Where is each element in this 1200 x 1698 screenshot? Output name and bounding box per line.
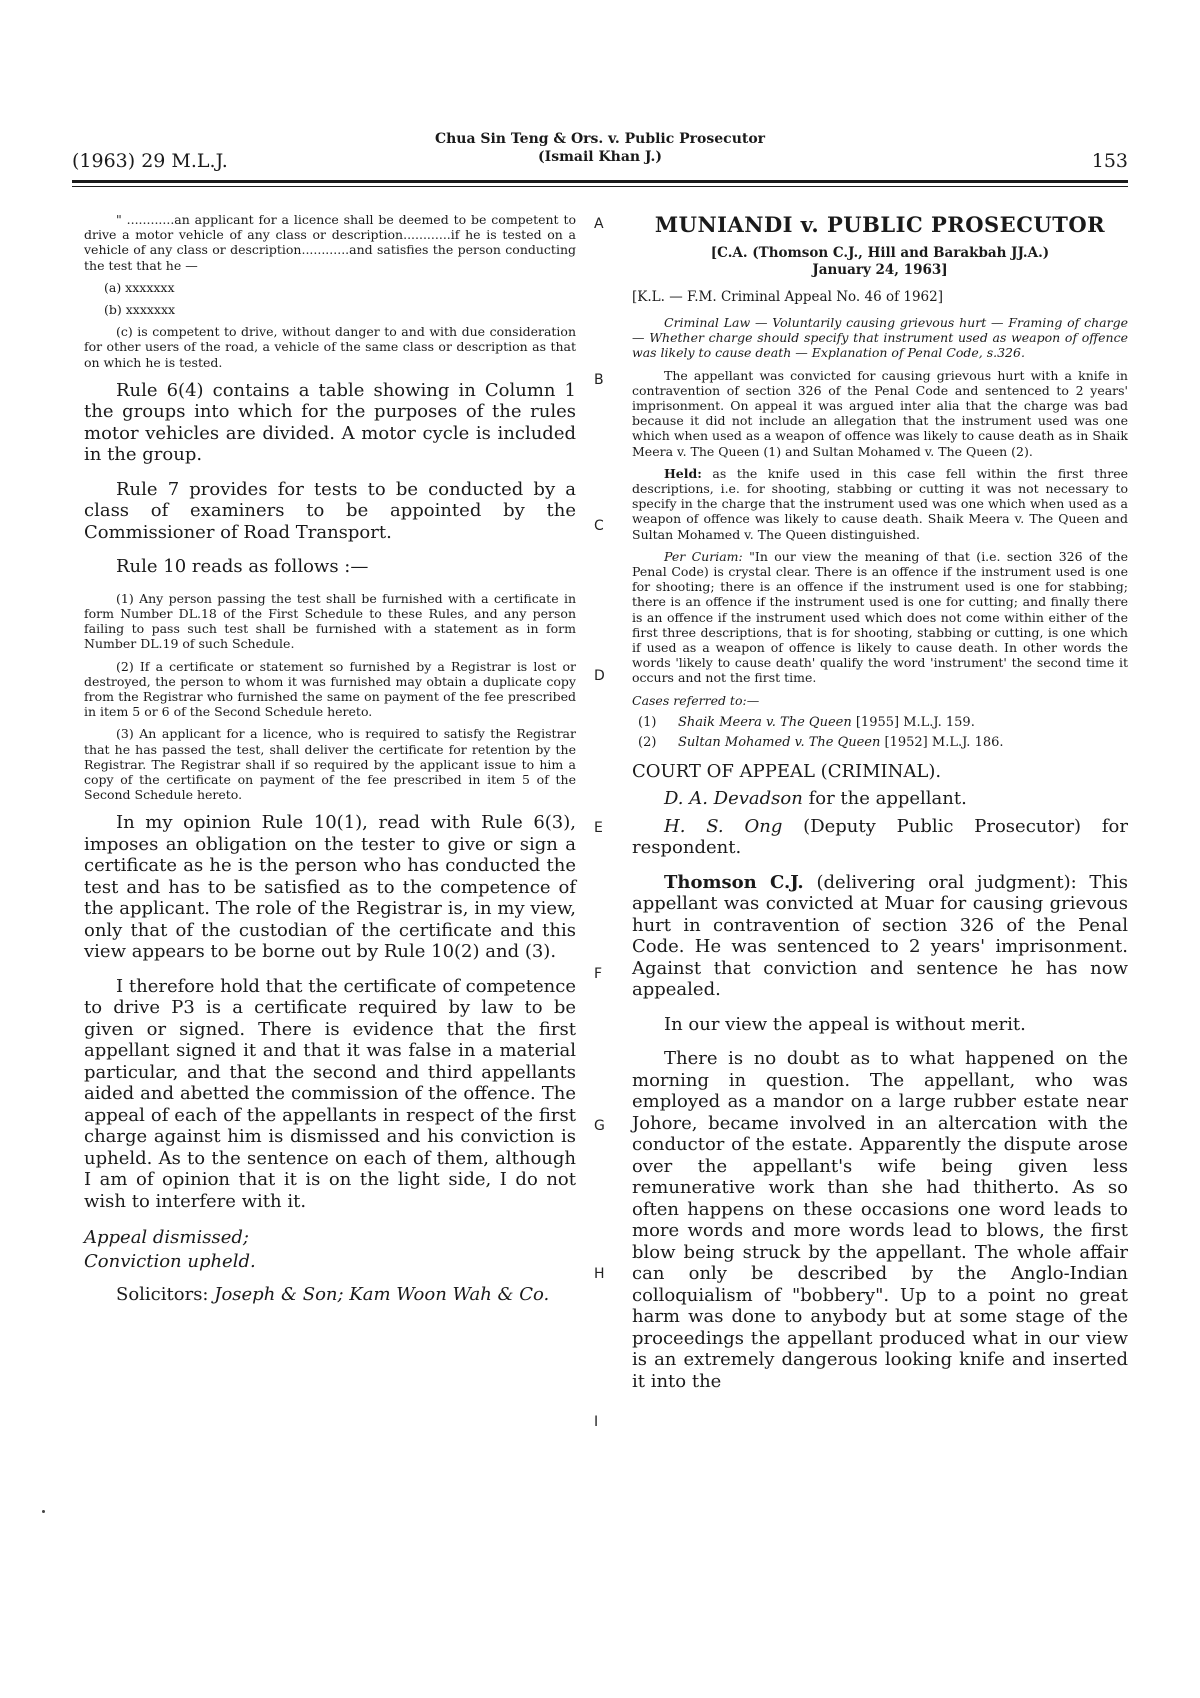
case-reference <box>632 715 1128 731</box>
headnote-per-curiam <box>632 549 1128 686</box>
outcome-appeal-dismissed: Appeal dismissed; <box>84 1227 249 1249</box>
margin-letter-i: I <box>594 1414 599 1430</box>
left-column <box>84 212 576 1319</box>
appeal-number: [K.L. — F.M. Criminal Appeal No. 46 of 1962] <box>632 289 943 305</box>
case-reference-name: Sultan Mohamed v. The Queen <box>678 734 881 750</box>
counsel-appellant-role: for the appellant. <box>808 788 967 810</box>
solicitors-line <box>84 1284 576 1306</box>
rule-10-subrule-2: (2) If a certificate or statement so furnished by a Registrar is lost or destroyed, the person to whom it was furnished may obtain a duplicate copy from the Registrar who furnished the same on payment of the fee prescribed in item 5 or 6 of the Second Schedule hereto. <box>84 658 576 720</box>
margin-letter-h: H <box>594 1266 605 1282</box>
counsel-appellant <box>632 788 1128 810</box>
header-rule-thick <box>72 180 1128 183</box>
rule-10-subrule-1: (1) Any person passing the test shall be furnished with a certificate in form Number DL.18 of the First Schedule to these Rules, and any person failing to pass such test shall be furnished with a statement as in form Number DL.19 of such Schedule. <box>84 590 576 652</box>
appeal-outcome <box>84 1226 466 1274</box>
judgment-date: January 24, 1963] <box>812 262 948 278</box>
judgment-intro-text: (delivering oral judgment): This appellant was convicted at Muar for causing grievous hurt in contravention of section 326 of the Penal Code. He was sentenced to 2 years' imprisonment. Against that conviction and sentence he has now appealed. <box>632 871 1128 1001</box>
running-header-judge: (Ismail Khan J.) <box>538 149 662 165</box>
report-citation: (1963) 29 M.L.J. <box>72 150 228 172</box>
paragraph-rule-10: Rule 10 reads as follows :— <box>116 556 369 578</box>
paragraph-holding: I therefore hold that the certificate of competence to drive P3 is a certificate required by law to be given or signed. There is evidence that the first appellant signed it and that it was false in a material particular, and that the second and third appellants aided and abetted the commission of the offence. The appeal of each of the appellants in respect of the first charge against him is dismissed and his conviction is upheld. As to the sentence on each of them, although I am of opinion that it is on the light side, I do not wish to interfere with it. <box>84 975 576 1212</box>
margin-letter-e: E <box>594 820 603 836</box>
case-reference-text <box>678 715 975 731</box>
page-number: 153 <box>1091 150 1128 172</box>
counsel-respondent-name: H. S. Ong <box>664 815 783 837</box>
case-reference-citation: [1955] M.L.J. 159. <box>855 714 975 730</box>
case-reference-number: (1) <box>638 714 657 730</box>
paragraph-rule-7: Rule 7 provides for tests to be conducted by a class of examiners to be appointed by the Commissioner of Road Transport. <box>84 478 576 543</box>
quoted-item-b: (b) xxxxxxx <box>104 302 176 318</box>
margin-letter-b: B <box>594 372 604 388</box>
headnote-facts: The appellant was convicted for causing grievous hurt with a knife in contravention of section 326 of the Penal Code and sentenced to 2 years' imprisonment. On appeal it was argued inter alia that the charge was bad because it did not include an allegation that the instrument used was one which when used as a weapon of offence was likely to cause death as in Shaik Meera v. The Queen (1) and Sultan Mohamed v. The Queen (2). <box>632 367 1128 459</box>
counsel-respondent <box>632 816 1128 859</box>
quoted-rule-text: " ............an applicant for a licence shall be deemed to be competent to drive a motor vehicle of any class or description............if he is tested on a vehicle of any class or description............and satisfies the person conducting the test that he — <box>84 212 576 273</box>
running-header-case: Chua Sin Teng & Ors. v. Public Prosecutor <box>434 131 766 147</box>
catchwords: Criminal Law — Voluntarily causing grievous hurt — Framing of charge — Whether charge should specify that instrument used as weapon of offence was likely to cause death — Explanation of Penal Code, s.326. <box>632 315 1128 361</box>
margin-letter-d: D <box>594 668 605 684</box>
counsel-appellant-name: D. A. Devadson <box>664 788 803 810</box>
case-reference <box>632 735 1128 751</box>
outcome-conviction-upheld: Conviction upheld. <box>84 1251 256 1273</box>
counsel-respondent-role: (Deputy Public Prosecutor) for respondent. <box>632 815 1128 859</box>
paragraph-rule-6: Rule 6(4) contains a table showing in Column 1 the groups into which for the purposes of the rules motor vehicles are divided. A motor cycle is included in the group. <box>84 379 576 466</box>
case-reference-number: (2) <box>638 734 657 750</box>
held-label: Held: <box>664 465 702 481</box>
per-curiam-label: Per Curiam: <box>664 548 743 564</box>
case-reference-name: Shaik Meera v. The Queen <box>678 714 852 730</box>
paragraph-facts: There is no doubt as to what happened on the morning in question. The appellant, who was employed as a mandor on a large rubber estate near Johore, became involved in an altercation with the conductor of the estate. Apparently the dispute arose over the appellant's wife being given less remunerative work than she had thitherto. As so often happens on these occasions one word leads to more words and more words lead to blows, the first blow being struck by the appellant. The whole affair can only be described by the Anglo-Indian colloquialism of "bobbery". Up to a point no great harm was done to anybody but at some stage of the proceedings the appellant produced what in our view is an extremely dangerous looking knife and inserted it into the <box>632 1048 1128 1392</box>
court-heading: COURT OF APPEAL (CRIMINAL). <box>632 760 942 782</box>
paragraph-opinion: In my opinion Rule 10(1), read with Rule 6(3), imposes an obligation on the tester to give or sign a certificate as he is the person who has conducted the test and has to be satisfied as to the competence of the applicant. The role of the Registrar is, in my view, only that of the custodian of the certificate and this view appears to be borne out by Rule 10(2) and (3). <box>84 812 576 963</box>
margin-letter-f: F <box>594 966 603 982</box>
per-curiam-text: "In our view the meaning of that (i.e. section 326 of the Penal Code) is crystal clear. There is an offence if the instrument used is one for shooting; there is an offence if the instrument used is one for stabbing; there is an offence if the instrument used is one for cutting; and finally there is an offence if the instrument used which does not come within either of the first three descriptions, that is for shooting, stabbing or cutting, is one which if used as a weapon of offence is likely to cause death. In other words the words 'likely to cause death' qualify the word 'instrument' the second time it occurs and not the first time. <box>632 548 1128 686</box>
running-header <box>380 130 820 166</box>
rule-10-subrule-3: (3) An applicant for a licence, who is required to satisfy the Registrar that he has passed the test, shall deliver the certificate for retention by the Registrar. The Registrar shall if so required by the applicant issue to him a copy of the certificate on payment of the fee prescribed in item 5 of the Second Schedule hereto. <box>84 726 576 803</box>
held-text: as the knife used in this case fell within the first three descriptions, i.e. for shooting, stabbing or cutting it was not necessary to specify in the charge that the instrument used was one which when used as a weapon of offence was likely to cause death. Shaik Meera v. The Queen and Sultan Mohamed v. The Queen distinguished. <box>632 465 1128 542</box>
paragraph-without-merit: In our view the appeal is without merit. <box>664 1013 1026 1035</box>
headnote-held <box>632 466 1128 542</box>
cases-referred-label: Cases referred to:— <box>632 692 760 708</box>
solicitors-names: Joseph & Son; Kam Woon Wah & Co. <box>214 1284 550 1306</box>
solicitors-label: Solicitors: <box>116 1284 209 1306</box>
case-reference-text <box>678 735 1004 751</box>
margin-letter-g: G <box>594 1118 605 1134</box>
quoted-item-a: (a) xxxxxxx <box>104 279 175 295</box>
right-column <box>632 212 1128 1405</box>
judgment-judge: Thomson C.J. <box>664 871 804 893</box>
court-composition: [C.A. (Thomson C.J., Hill and Barakbah JJ.A.) <box>710 245 1050 261</box>
header-rule-thin <box>72 186 1128 187</box>
margin-letter-c: C <box>594 518 604 534</box>
case-title: MUNIANDI v. PUBLIC PROSECUTOR <box>654 212 1106 237</box>
scan-speck <box>42 1510 45 1513</box>
case-reference-citation: [1952] M.L.J. 186. <box>884 734 1004 750</box>
judgment-opening <box>632 872 1128 1001</box>
quoted-item-c: (c) is competent to drive, without danger to and with due consideration for other users of the road, a vehicle of the same class or description as that on which he is tested. <box>84 324 576 370</box>
margin-letter-a: A <box>594 216 604 232</box>
